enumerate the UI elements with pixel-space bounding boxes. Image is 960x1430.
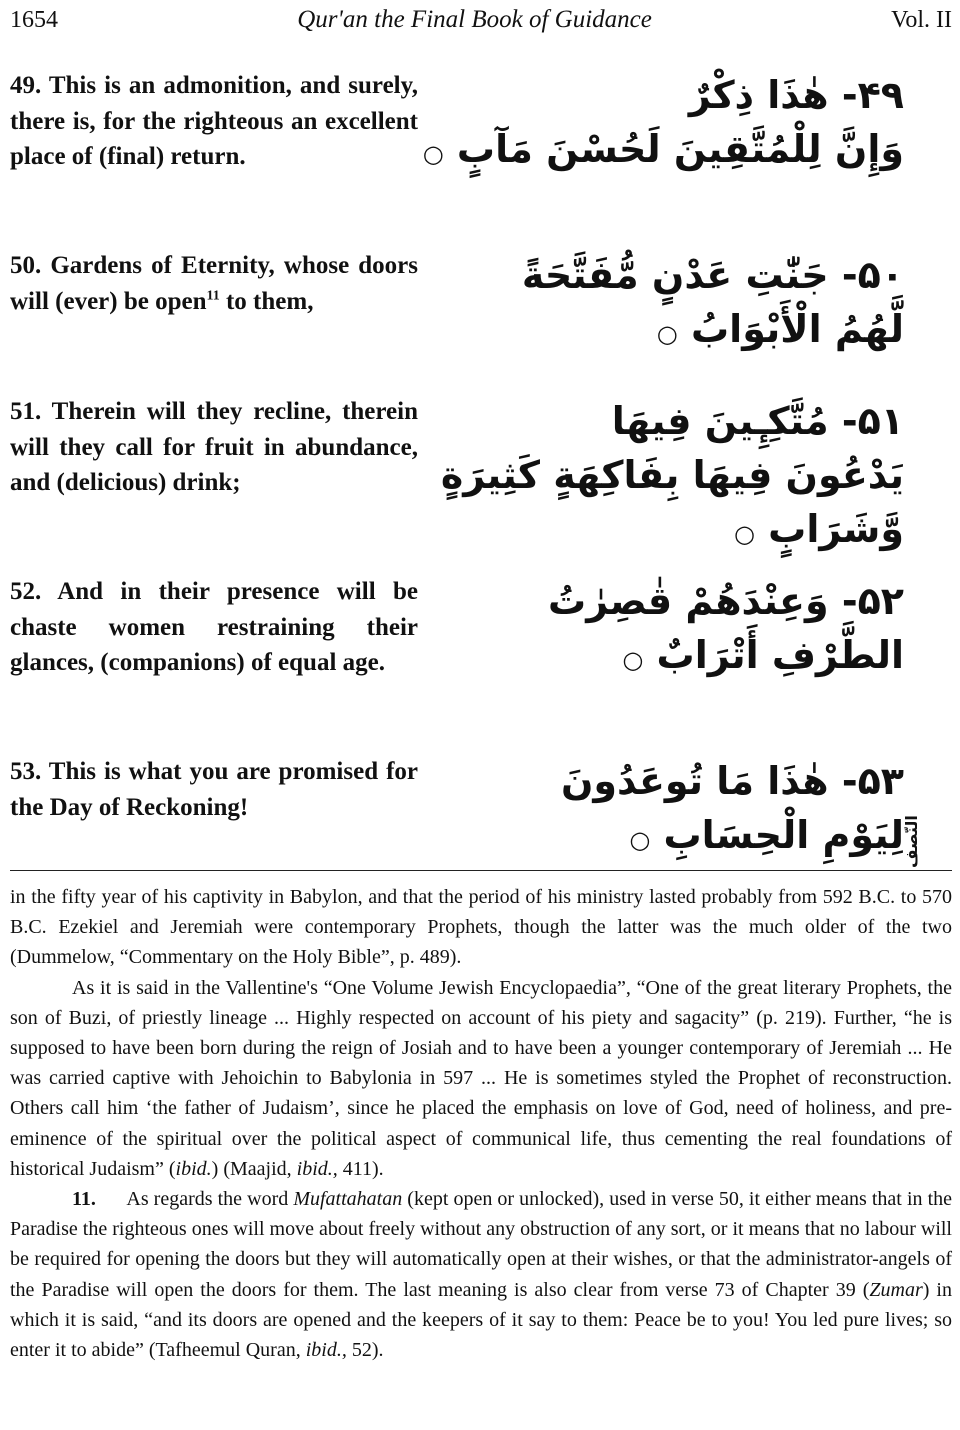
verse-end-mark: ○	[622, 646, 644, 674]
footnote-text: As regards the word	[126, 1188, 294, 1211]
footnote-text: ) in which it is said, “and its doors are opened and the keepers of it say to them: Peace be to you! You led pure lives; so enter it to abide” (Tafheemul Quran,	[10, 1278, 952, 1362]
footnote-11	[10, 1184, 952, 1365]
arabic-line-end	[504, 808, 904, 867]
verse-50-text: 50. Gardens of Eternity, whose doors will (ever) be open	[10, 252, 418, 315]
verse-52-arabic	[504, 574, 904, 687]
verse-50-english	[10, 248, 418, 319]
footnote-text: (kept open or unlocked), used in verse 50, it either means that in the Paradise the righteous ones will move about freely without any obstruction of any sort, or it means that no labour will be required for opening the doors but they will automatically open at their wishes, or that the administrator-angels of the Paradise will open the doors for them. The last meaning is also clear from verse 73 of Chapter 39 (	[10, 1188, 953, 1301]
arabic-line: الطَّرْفِ أَتْرَابٌ	[656, 633, 904, 677]
arabic-line: ۵۳- هٰذَا مَا تُوعَدُونَ	[560, 759, 904, 803]
footnote-ibid: ibid.	[175, 1157, 212, 1180]
arabic-line-end	[422, 122, 904, 181]
footnote-text: 411).	[337, 1157, 384, 1180]
margin-note: النّصف	[902, 815, 921, 868]
verse-end-mark: ○	[656, 320, 678, 348]
verse-end-mark: ○	[422, 140, 444, 168]
footnote-divider	[10, 870, 952, 871]
verse-51-arabic	[440, 394, 904, 561]
verse-53-english: 53. This is what you are promised for the Day of Reckoning!	[10, 758, 418, 821]
footnote-paragraph	[10, 973, 952, 1184]
page-number: 1654	[10, 6, 58, 33]
footnote-ref[interactable]: 11	[206, 288, 220, 304]
arabic-line: ۵۰- جَنّٰتِ عَدْنٍ مُّفَتَّحَةً	[521, 253, 904, 297]
footnotes-section	[10, 882, 952, 1365]
book-title: Qur'an the Final Book of Guidance	[297, 6, 652, 33]
arabic-line: لَّهُمُ الْأَبْوَابُ	[690, 307, 904, 351]
page-header	[10, 0, 952, 38]
footnote-chapter: Zumar	[869, 1278, 923, 1301]
verse-49-english: 49. This is an admonition, and surely, there is, for the righteous an excellent place of (final) return.	[10, 72, 418, 170]
footnote-number: 11.	[72, 1188, 96, 1211]
arabic-line: وَّشَرَابٍ	[768, 507, 904, 551]
arabic-line: لِيَوْمِ الْحِسَابِ	[663, 813, 904, 857]
verse-end-mark: ○	[733, 520, 755, 548]
volume-label: Vol. II	[891, 6, 952, 33]
footnote-term: Mufattahatan	[293, 1188, 403, 1211]
verse-49-arabic	[422, 68, 904, 181]
arabic-line-end	[504, 502, 904, 561]
verses-section	[10, 38, 952, 870]
verse-end-mark: ○	[629, 826, 651, 854]
arabic-line-end	[504, 302, 904, 361]
verse-52-english: 52. And in their presence will be chaste women restraining their glances, (companions) of equal age.	[10, 578, 418, 676]
arabic-line: وَإِنَّ لِلْمُتَّقِينَ لَحُسْنَ مَآبٍ	[456, 127, 904, 171]
footnote-text: ) (Maajid,	[211, 1157, 297, 1180]
verse-50-text-end: to them,	[219, 287, 314, 315]
footnote-text: As it is said in the Vallentine's “One Volume Jewish Encyclopaedia”, “One of the great literary Prophets, the son of Buzi, of priestly lineage ... Highly respected on account of his piety and sagacity” (p. 219). Further, “he is supposed to have been born during the reign of Josiah and to have been a younger contemporary of Jeremiah ... He was carried captive with Jehoichin to Babylonia in 597 ... He is sometimes styled the Prophet of reconstruction. Others call him ‘the father of Judaism’, since he placed the emphasis on love of God, need of holiness, and pre-eminence of the spiritual over the political aspect of communical life, thus cementing the real foundations of historical Judaism” (	[10, 976, 952, 1180]
verse-53-arabic	[504, 754, 904, 867]
arabic-line-end	[504, 628, 904, 687]
arabic-line: ۵۱- مُتَّكِـِٕينَ فِيهَا	[611, 399, 904, 443]
arabic-line: يَدْعُونَ فِيهَا بِفَاكِهَةٍ كَثِيرَةٍ	[440, 453, 904, 497]
arabic-line: ۵۲- وَعِنْدَهُمْ قٰصِرٰتُ	[548, 579, 904, 623]
footnote-ibid: ibid.,	[296, 1157, 338, 1180]
footnote-ibid: ibid.,	[305, 1339, 347, 1362]
verse-50-arabic	[504, 248, 904, 361]
footnote-text: 52).	[346, 1339, 384, 1362]
footnote-continuation: in the fifty year of his captivity in Babylon, and that the period of his ministry lasted probably from 592 B.C. to 570 B.C. Ezekiel and Jeremiah were contemporary Prophets, though the latter was the much older of the two (Dummelow, “Commentary on the Holy Bible”, p. 489).	[10, 886, 952, 969]
verse-51-english: 51. Therein will they recline, therein will they call for fruit in abundance, and (delicious) drink;	[10, 398, 418, 496]
arabic-line: ۴۹- هٰذَا ذِكْرٌ	[688, 73, 904, 117]
